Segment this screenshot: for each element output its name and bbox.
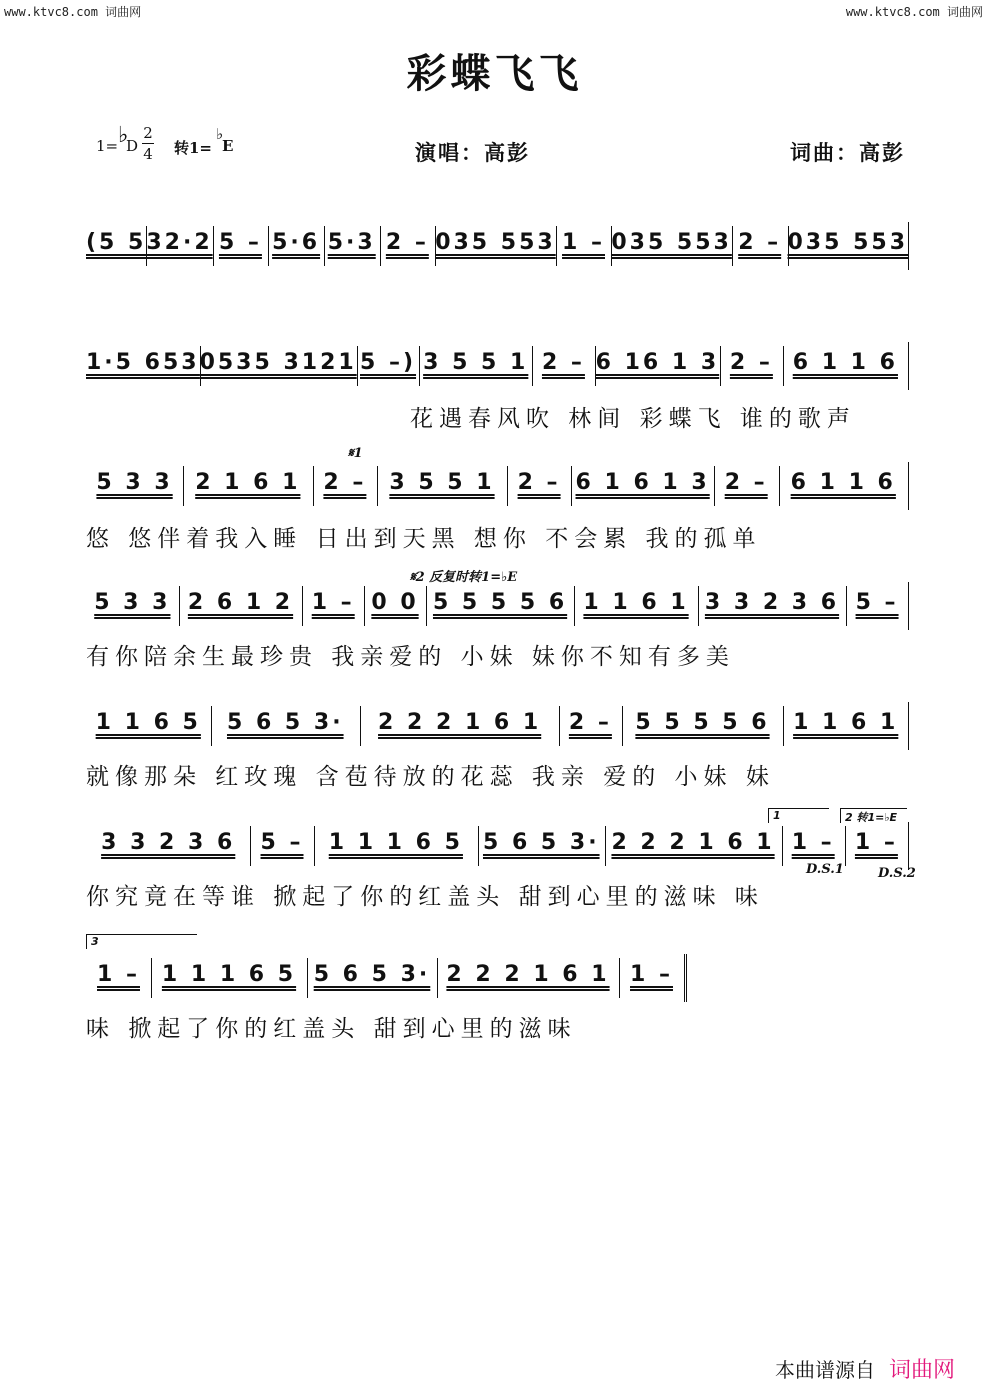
bar-line bbox=[314, 826, 315, 866]
measure: 1 – bbox=[97, 962, 140, 987]
lyrics-line: 你究竟在等谁 掀起了你的红盖头 甜到心里的滋味 味 bbox=[86, 884, 764, 910]
bar-line bbox=[478, 826, 479, 866]
measure: 035 553 bbox=[435, 230, 556, 255]
bar-line bbox=[595, 346, 596, 386]
time-signature bbox=[142, 123, 154, 164]
measure: 2 6 1 2 bbox=[187, 590, 294, 615]
writer-credit: 词曲：高彭 bbox=[790, 140, 905, 165]
measure: 5 6 5 3· bbox=[313, 962, 431, 987]
bar-line bbox=[435, 226, 436, 266]
bar-line bbox=[532, 346, 533, 386]
volta-2: 2 转1=♭E bbox=[840, 808, 907, 823]
measure: 5 6 5 3· bbox=[482, 830, 600, 855]
bar-line bbox=[213, 226, 214, 266]
footer-source: 本曲谱源自 bbox=[774, 1358, 875, 1382]
measure: 32·2 bbox=[146, 230, 213, 255]
ds-1-mark: D.S.1 bbox=[806, 862, 844, 877]
measure: 035 553 bbox=[611, 230, 732, 255]
bar-line bbox=[324, 226, 325, 266]
measure: 3 5 5 1 bbox=[389, 470, 495, 495]
bar-line bbox=[437, 958, 438, 998]
bar-line bbox=[783, 706, 784, 746]
measure: 1 1 1 6 5 bbox=[328, 830, 463, 855]
measure: 1 1 6 1 bbox=[793, 710, 899, 735]
volta-1: 1 bbox=[768, 808, 829, 823]
measure: 1 1 6 1 bbox=[583, 590, 689, 615]
measure: 5·6 bbox=[272, 230, 321, 255]
measure: 3 5 5 1 bbox=[423, 350, 529, 375]
measure: 2 – bbox=[385, 230, 429, 255]
measure: 5 – bbox=[260, 830, 304, 855]
bar-line bbox=[377, 466, 378, 506]
bar-line bbox=[268, 226, 269, 266]
measure: 5 6 5 3· bbox=[226, 710, 344, 735]
measure: (5 5 bbox=[86, 230, 147, 255]
measure: 0 0 bbox=[371, 590, 419, 615]
lyrics-line: 悠 悠伴着我入睡 日出到天黑 想你 不会累 我的孤单 bbox=[86, 526, 762, 552]
staff-system bbox=[86, 822, 908, 870]
measure: 6 16 1 3 bbox=[595, 350, 720, 375]
staff-system bbox=[86, 954, 684, 1002]
lyrics-line: 就像那朵 红玫瑰 含苞待放的花蕊 我亲 爱的 小妹 妹 bbox=[86, 764, 775, 790]
bar-line bbox=[200, 346, 201, 386]
bar-line bbox=[507, 466, 508, 506]
measure: 1 1 6 5 bbox=[95, 710, 201, 735]
measure: 3 3 2 3 6 bbox=[704, 590, 840, 615]
bar-line bbox=[619, 958, 620, 998]
bar-line bbox=[179, 586, 180, 626]
bar-line bbox=[364, 586, 365, 626]
measure: 5 – bbox=[855, 590, 899, 615]
measure: 2 – bbox=[724, 470, 768, 495]
bar-line bbox=[622, 706, 623, 746]
key-letter: D bbox=[126, 137, 139, 155]
measure: 2 – bbox=[568, 710, 612, 735]
staff-system bbox=[86, 342, 908, 390]
lyrics-line: 有你陪余生最珍贵 我亲爱的 小妹 妹你不知有多美 bbox=[86, 644, 735, 670]
measure: 1 – bbox=[630, 962, 673, 987]
bar-line bbox=[357, 346, 358, 386]
bar-line bbox=[360, 706, 361, 746]
staff-system bbox=[86, 462, 908, 510]
measure: 5 5 5 5 6 bbox=[432, 590, 568, 615]
measure: 2 2 2 1 6 1 bbox=[378, 710, 542, 735]
bar-line bbox=[380, 226, 381, 266]
measure: 6 1 1 6 bbox=[792, 350, 898, 375]
measure: 2 – bbox=[729, 350, 773, 375]
footer-site-link[interactable]: 词曲网 bbox=[888, 1358, 955, 1383]
measure: 2 – bbox=[517, 470, 561, 495]
modulation: 转1= bbox=[174, 139, 213, 157]
bar-line bbox=[845, 826, 846, 866]
key-signature bbox=[96, 125, 316, 175]
staff-system bbox=[86, 582, 908, 630]
bar-line bbox=[783, 346, 784, 386]
measure: 1·5 653 bbox=[86, 350, 200, 375]
measure: 2 2 2 1 6 1 bbox=[446, 962, 610, 987]
measure: 2 – bbox=[541, 350, 585, 375]
volta-3: 3 bbox=[86, 934, 197, 949]
measure: 5 3 3 bbox=[94, 590, 171, 615]
measure: 1 – bbox=[791, 830, 835, 855]
bar-line bbox=[779, 466, 780, 506]
bar-line bbox=[846, 586, 847, 626]
bar-line bbox=[302, 586, 303, 626]
segno-1: 𝄋1 bbox=[348, 446, 363, 461]
bar-line bbox=[556, 226, 557, 266]
staff-system bbox=[86, 702, 908, 750]
measure: 5 – bbox=[218, 230, 262, 255]
bar-line bbox=[720, 346, 721, 386]
time-bottom: 4 bbox=[143, 145, 153, 163]
measure: 0535 3121 bbox=[199, 350, 357, 375]
bar-line bbox=[788, 226, 789, 266]
measure: 035 553 bbox=[787, 230, 909, 255]
bar-line bbox=[250, 826, 251, 866]
bar-line bbox=[146, 226, 147, 266]
measure: 5 3 3 bbox=[96, 470, 173, 495]
key-flat: ♭ bbox=[118, 123, 129, 148]
measure: 6 1 6 1 3 bbox=[575, 470, 710, 495]
bar-line bbox=[732, 226, 733, 266]
bar-line bbox=[782, 826, 783, 866]
staff-system bbox=[86, 222, 908, 270]
bar-line bbox=[698, 586, 699, 626]
watermark-left: www.ktvc8.com 词曲网 bbox=[4, 5, 142, 19]
bar-line bbox=[307, 958, 308, 998]
modulation-flat: ♭ bbox=[216, 125, 224, 143]
ds-2-mark: D.S.2 bbox=[878, 866, 916, 881]
bar-line bbox=[571, 466, 572, 506]
bar-line bbox=[183, 466, 184, 506]
measure: 2 – bbox=[738, 230, 782, 255]
bar-line bbox=[559, 706, 560, 746]
measure: 1 – bbox=[854, 830, 898, 855]
watermark-right: www.ktvc8.com 词曲网 bbox=[845, 5, 983, 19]
measure: 1 – bbox=[311, 590, 355, 615]
measure: 5 5 5 5 6 bbox=[635, 710, 770, 735]
measure: 5 –) bbox=[360, 350, 417, 375]
measure: 3 3 2 3 6 bbox=[101, 830, 236, 855]
bar-line bbox=[611, 226, 612, 266]
bar-line bbox=[211, 706, 212, 746]
bar-line bbox=[151, 958, 152, 998]
footer bbox=[775, 1353, 955, 1384]
measure: 5·3 bbox=[327, 230, 376, 255]
modulation-letter: E bbox=[222, 137, 234, 155]
measure: 1 1 1 6 5 bbox=[161, 962, 297, 987]
measure: 1 – bbox=[562, 230, 605, 255]
measure: 2 2 2 1 6 1 bbox=[611, 830, 775, 855]
measure: 6 1 1 6 bbox=[790, 470, 896, 495]
measure: 2 – bbox=[323, 470, 367, 495]
bar-line bbox=[419, 346, 420, 386]
segno-2: 𝄋2 反复时转1=♭E bbox=[410, 570, 518, 585]
bar-line bbox=[605, 826, 606, 866]
time-top: 2 bbox=[143, 124, 153, 142]
lyrics-line: 花遇春风吹 林间 彩蝶飞 谁的歌声 bbox=[410, 406, 856, 432]
bar-line bbox=[426, 586, 427, 626]
key-one: 1= bbox=[96, 137, 119, 155]
lyrics-line: 味 掀起了你的红盖头 甜到心里的滋味 bbox=[86, 1016, 577, 1042]
bar-line bbox=[714, 466, 715, 506]
song-title: 彩蝶飞飞 bbox=[406, 50, 583, 97]
bar-line bbox=[313, 466, 314, 506]
singer-credit: 演唱：高彭 bbox=[415, 140, 530, 165]
measure: 2 1 6 1 bbox=[195, 470, 301, 495]
bar-line bbox=[574, 586, 575, 626]
